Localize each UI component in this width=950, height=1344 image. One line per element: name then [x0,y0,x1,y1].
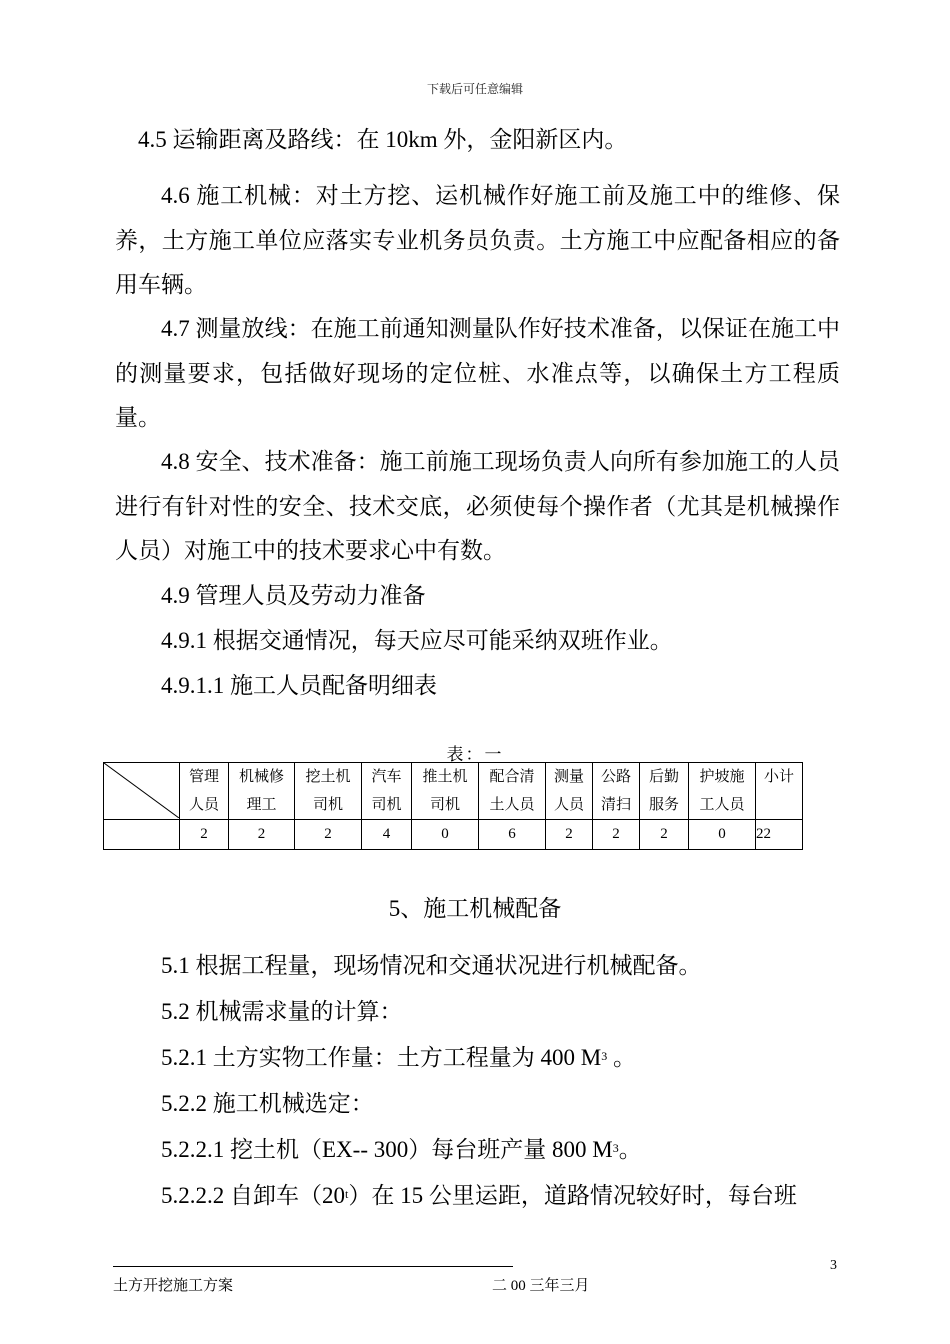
value-cell: 2 [180,820,229,850]
value-cell: 0 [689,820,756,850]
diagonal-line-icon [104,763,179,818]
header-cell: 配合清 土人员 [479,763,546,820]
header-cell: 管理 人员 [180,763,229,820]
diagonal-corner-cell [104,763,180,820]
footer-date: 二 00 三年三月 [492,1278,590,1294]
paragraph-4-6: 4.6 施工机械：对土方挖、运机械作好施工前及施工中的维修、保养，土方施工单位应落实专业机务员负责。土方施工中应配备相应的备用车辆。 [115,183,840,297]
table-value-row [104,820,803,850]
value-cell: 2 [229,820,295,850]
paragraph-5-2: 5.2 机械需求量的计算： [161,999,403,1024]
footer-divider [113,1266,513,1267]
value-cell: 2 [593,820,640,850]
header-note: 下载后可任意编辑 [426,82,523,96]
header-cell: 护坡施 工人员 [689,763,756,820]
header-cell: 后勤 服务 [640,763,689,820]
paragraph-4-9: 4.9 管理人员及劳动力准备 [161,583,426,608]
value-cell: 2 [546,820,593,850]
header-cell: 机械修 理工 [229,763,295,820]
value-cell: 2 [640,820,689,850]
value-cell: 22 [756,820,803,850]
header-cell: 小计 [756,763,803,820]
paragraph-4-8: 4.8 安全、技术准备：施工前施工现场负责人向所有参加施工的人员进行有针对性的安全、技术交底，必须使每个操作者（尤其是机械操作人员）对施工中的技术要求心中有数。 [115,449,840,563]
value-cell: 0 [412,820,479,850]
value-cell: 6 [479,820,546,850]
paragraph-4-7: 4.7 测量放线：在施工前通知测量队作好技术准备，以保证在施工中的测量要求，包括做好现场的定位桩、水准点等，以确保土方工程质量。 [115,316,840,430]
paragraph-5-1: 5.1 根据工程量，现场情况和交通状况进行机械配备。 [161,953,702,978]
header-cell: 公路 清扫 [593,763,640,820]
header-cell: 推土机 司机 [412,763,479,820]
header-cell: 汽车 司机 [362,763,412,820]
page-number: 3 [830,1258,837,1273]
paragraph-4-5: 4.5 运输距离及路线：在 10km 外，金阳新区内。 [138,127,628,152]
paragraph-5-2-2: 5.2.2 施工机械选定： [161,1091,374,1116]
section-5-title: 5、施工机械配备 [388,896,562,921]
paragraph-4-9-1: 4.9.1 根据交通情况，每天应尽可能采纳双班作业。 [161,628,673,653]
row-label-cell [104,820,180,850]
table-caption: 表：一 [446,745,504,764]
value-cell: 2 [295,820,362,850]
paragraph-5-2-1: 5.2.1 土方实物工作量：土方工程量为 400 $M^3$ 。 [161,1045,636,1070]
value-cell: 4 [362,820,412,850]
footer-document-title: 土方开挖施工方案 [113,1278,234,1294]
paragraph-5-2-2-1: 5.2.2.1 挖土机（EX-- 300）每台班产量 800 $M^3$。 [161,1137,642,1162]
paragraph-5-2-2-2: 5.2.2.2 自卸车（20$^t$）在 15 公里运距，道路情况较好时，每台班 [161,1183,797,1208]
table-header-row [104,763,803,820]
header-cell: 测量 人员 [546,763,593,820]
header-cell: 挖土机 司机 [295,763,362,820]
staff-table [103,762,803,850]
paragraph-4-9-1-1: 4.9.1.1 施工人员配备明细表 [161,673,437,698]
